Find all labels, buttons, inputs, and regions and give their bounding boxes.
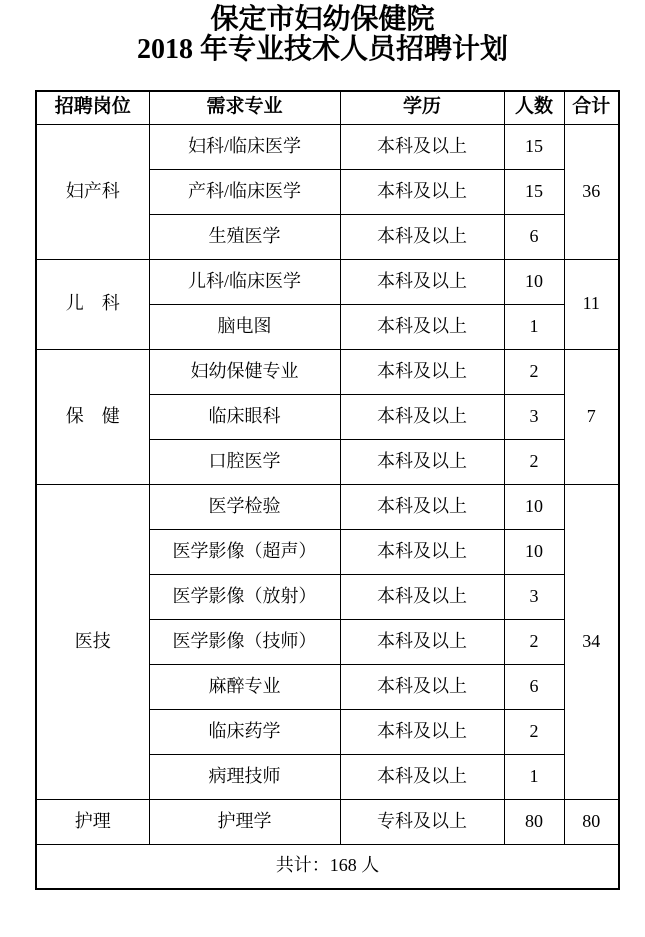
count-cell: 6 <box>504 664 564 709</box>
education-cell: 本科及以上 <box>340 394 504 439</box>
table-row <box>36 349 619 394</box>
total-cell: 80 <box>564 799 619 844</box>
total-cell: 34 <box>564 484 619 799</box>
position-cell: 护理 <box>36 799 149 844</box>
education-cell: 本科及以上 <box>340 619 504 664</box>
major-cell: 脑电图 <box>149 304 340 349</box>
education-cell: 本科及以上 <box>340 484 504 529</box>
count-cell: 6 <box>504 214 564 259</box>
count-cell: 80 <box>504 799 564 844</box>
total-cell: 11 <box>564 259 619 349</box>
count-cell: 3 <box>504 574 564 619</box>
major-cell: 医学影像（放射） <box>149 574 340 619</box>
count-cell: 2 <box>504 709 564 754</box>
major-cell: 妇科/临床医学 <box>149 124 340 169</box>
count-cell: 1 <box>504 754 564 799</box>
count-cell: 1 <box>504 304 564 349</box>
major-cell: 生殖医学 <box>149 214 340 259</box>
table-row <box>36 799 619 844</box>
position-cell: 保 健 <box>36 349 149 484</box>
education-cell: 本科及以上 <box>340 349 504 394</box>
major-cell: 医学影像（技师） <box>149 619 340 664</box>
recruitment-table <box>35 90 620 890</box>
total-cell: 7 <box>564 349 619 484</box>
count-cell: 15 <box>504 124 564 169</box>
table-header-row <box>36 91 619 124</box>
position-cell: 儿 科 <box>36 259 149 349</box>
education-cell: 专科及以上 <box>340 799 504 844</box>
col-header-education: 学历 <box>340 91 504 124</box>
education-cell: 本科及以上 <box>340 304 504 349</box>
table-footer-row <box>36 844 619 889</box>
major-cell: 口腔医学 <box>149 439 340 484</box>
education-cell: 本科及以上 <box>340 169 504 214</box>
count-cell: 3 <box>504 394 564 439</box>
education-cell: 本科及以上 <box>340 709 504 754</box>
col-header-major: 需求专业 <box>149 91 340 124</box>
education-cell: 本科及以上 <box>340 214 504 259</box>
education-cell: 本科及以上 <box>340 259 504 304</box>
count-cell: 10 <box>504 529 564 574</box>
count-cell: 2 <box>504 619 564 664</box>
major-cell: 麻醉专业 <box>149 664 340 709</box>
major-cell: 护理学 <box>149 799 340 844</box>
table-row <box>36 124 619 169</box>
major-cell: 临床药学 <box>149 709 340 754</box>
major-cell: 妇幼保健专业 <box>149 349 340 394</box>
col-header-count: 人数 <box>504 91 564 124</box>
col-header-position: 招聘岗位 <box>36 91 149 124</box>
table-row <box>36 259 619 304</box>
major-cell: 病理技师 <box>149 754 340 799</box>
count-cell: 10 <box>504 259 564 304</box>
major-cell: 产科/临床医学 <box>149 169 340 214</box>
position-cell: 医技 <box>36 484 149 799</box>
count-cell: 2 <box>504 349 564 394</box>
education-cell: 本科及以上 <box>340 664 504 709</box>
count-cell: 10 <box>504 484 564 529</box>
major-cell: 医学检验 <box>149 484 340 529</box>
major-cell: 医学影像（超声） <box>149 529 340 574</box>
major-cell: 临床眼科 <box>149 394 340 439</box>
table-row <box>36 484 619 529</box>
education-cell: 本科及以上 <box>340 124 504 169</box>
col-header-total: 合计 <box>564 91 619 124</box>
document-title-line1: 保定市妇幼保健院 <box>210 4 435 35</box>
total-cell: 36 <box>564 124 619 259</box>
education-cell: 本科及以上 <box>340 754 504 799</box>
education-cell: 本科及以上 <box>340 574 504 619</box>
education-cell: 本科及以上 <box>340 529 504 574</box>
education-cell: 本科及以上 <box>340 439 504 484</box>
document-title-line2: 2018 年专业技术人员招聘计划 <box>136 34 508 65</box>
document-title <box>0 0 645 65</box>
grand-total-cell: 共计：168 人 <box>36 844 619 889</box>
major-cell: 儿科/临床医学 <box>149 259 340 304</box>
count-cell: 15 <box>504 169 564 214</box>
position-cell: 妇产科 <box>36 124 149 259</box>
count-cell: 2 <box>504 439 564 484</box>
